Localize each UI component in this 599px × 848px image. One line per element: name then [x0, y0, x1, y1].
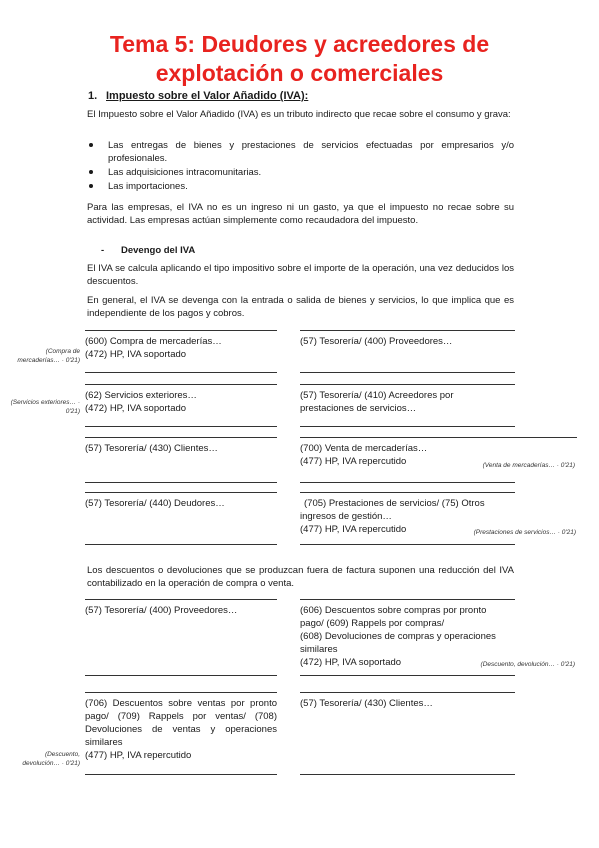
margin-note-6: (Descuento, devolución… · 0'21) — [22, 751, 80, 767]
bullet-item: Las adquisiciones intracomunitarias. — [87, 166, 514, 179]
intro-paragraph: El Impuesto sobre el Valor Añadido (IVA) es un tributo indirecto que recae sobre el consumo y grava: — [87, 109, 511, 120]
section-heading — [88, 90, 308, 102]
paragraph-descuentos: Los descuentos o devoluciones que se produzcan fuera de factura suponen una reducción del IVA contabilizado en la operación de compra o venta. — [87, 565, 514, 589]
title-line-2: explotación o comerciales — [155, 60, 444, 86]
entry-box-left-4: (57) Tesorería/ (440) Deudores… — [85, 492, 277, 545]
entry-box-left-2: (62) Servicios exteriores… (472) HP, IVA soportado — [85, 384, 277, 427]
subheading-dash: - — [101, 245, 105, 256]
bullet-icon — [89, 184, 93, 188]
margin-note-4: (Prestaciones de servicios… · 0'21) — [473, 529, 576, 536]
entry-box-left-6: (706) Descuentos sobre ventas por pronto pago/ (709) Rappels por ventas/ (708) Devoluciones de ventas y operaciones similares (477) HP, IVA repercutido — [85, 692, 277, 775]
bullet-icon — [89, 170, 93, 174]
bullet-item: Las importaciones. — [87, 180, 514, 193]
title-line-1: Tema 5: Deudores y acreedores de — [109, 31, 490, 57]
row3-rule — [300, 482, 515, 483]
section-number: 1. — [88, 90, 98, 102]
entry-box-right-6: (57) Tesorería/ (430) Clientes… — [300, 692, 515, 775]
margin-note-2: (Servicios exteriores… · 0'21) — [10, 399, 80, 415]
margin-note-3: (Venta de mercaderías… · 0'21) — [482, 462, 575, 469]
entry-box-right-2: (57) Tesorería/ (410) Acreedores por prestaciones de servicios… — [300, 384, 515, 427]
margin-note-1: (Compra de mercaderías… · 0'21) — [17, 348, 80, 364]
paragraph-empresas: Para las empresas, el IVA no es un ingreso ni un gasto, ya que el impuesto no recae sobre su actividad. Las empresas actúan simplemente como recaudadora del impuesto. — [87, 202, 514, 226]
page-title — [0, 30, 599, 88]
entry-box-left-3: (57) Tesorería/ (430) Clientes… — [85, 437, 277, 483]
bullet-item: Las entregas de bienes y prestaciones de servicios efectuadas por empresarios y/o profesionales. — [87, 139, 514, 165]
entry-box-right-3: (700) Venta de mercaderías… (477) HP, IVA repercutido — [300, 437, 577, 483]
row3-top-rule — [300, 437, 515, 438]
subheading-devengo — [101, 245, 195, 256]
bullet-icon — [89, 143, 93, 147]
subheading-text: Devengo del IVA — [121, 245, 196, 256]
section-heading-text: Impuesto sobre el Valor Añadido (IVA): — [106, 90, 309, 102]
bullet-list — [87, 139, 514, 194]
entry-box-right-4: (705) Prestaciones de servicios/ (75) Otros ingresos de gestión… (477) HP, IVA repercutido — [300, 492, 515, 545]
margin-note-5: (Descuento, devolución… · 0'21) — [480, 661, 575, 668]
entry-box-left-5: (57) Tesorería/ (400) Proveedores… — [85, 599, 277, 676]
entry-box-left-1: (600) Compra de mercaderías… (472) HP, IVA soportado — [85, 330, 277, 373]
paragraph-calculo: El IVA se calcula aplicando el tipo impositivo sobre el importe de la operación, una vez deducidos los descuentos. — [87, 263, 514, 287]
entry-box-right-5: (606) Descuentos sobre compras por pronto pago/ (609) Rappels por compras/ (608) Devoluciones de compras y operaciones similares (472) HP, IVA soportado — [300, 599, 515, 676]
paragraph-devengo: En general, el IVA se devenga con la entrada o salida de bienes y servicios, lo que implica que es independiente de los pagos y cobros. — [87, 295, 514, 319]
entry-box-right-1: (57) Tesorería/ (400) Proveedores… — [300, 330, 515, 373]
